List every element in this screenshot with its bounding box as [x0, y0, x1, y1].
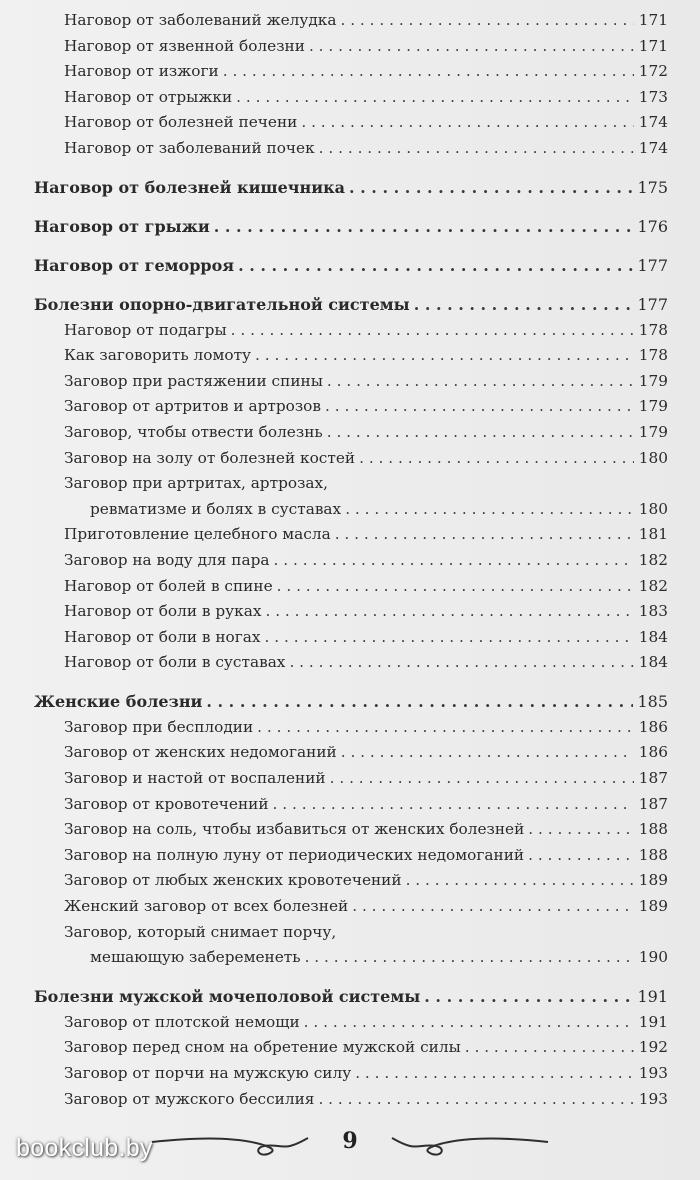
toc-entry-title: Женский заговор от всех болезней	[64, 897, 349, 916]
toc-entry	[34, 945, 668, 971]
toc-page-number: 178	[638, 346, 668, 365]
toc-entry-title: ревматизме и болях в суставах	[90, 499, 342, 518]
toc-page-number: 173	[638, 87, 668, 106]
toc-page-number: 186	[638, 743, 668, 762]
toc-entry-title: Заговор от порчи на мужскую силу	[64, 1064, 352, 1082]
toc-section-title: Женские болезни	[34, 691, 203, 711]
dot-leader	[231, 318, 634, 344]
dot-leader	[304, 1010, 634, 1036]
toc-page-number: 176	[637, 216, 668, 236]
toc-entry	[34, 574, 668, 600]
toc-entry-title: Наговор от болезней печени	[64, 113, 298, 132]
toc-entry-title: Заговор от мужского бессилия	[64, 1089, 315, 1108]
toc-entry	[34, 548, 668, 574]
toc-entry-title: Заговор от любых женских кровотечений	[64, 871, 402, 890]
toc-entry	[34, 110, 668, 136]
dot-leader	[424, 983, 633, 1010]
dot-leader	[257, 715, 634, 741]
toc-entry-title: Наговор от боли в ногах	[64, 627, 261, 646]
toc-entry	[34, 792, 668, 818]
toc-entry-title: Заговор на золу от болезней костей	[64, 448, 356, 467]
toc-page-number: 172	[638, 62, 668, 81]
toc-entry-title: Заговор от женских недомоганий	[64, 743, 337, 762]
toc-page-number: 179	[638, 422, 668, 441]
toc-page-number: 188	[638, 845, 668, 864]
toc-page-number: 175	[637, 177, 668, 197]
toc-entry	[34, 343, 668, 369]
toc-entry-title: Заговор от кровотечений	[64, 794, 269, 813]
dot-leader	[206, 688, 633, 715]
dot-leader	[214, 213, 634, 240]
toc-section-title: Наговор от болезней кишечника	[34, 177, 346, 197]
dot-leader	[327, 420, 634, 446]
toc-entry	[34, 625, 668, 651]
toc-entry-title: Наговор от боли в суставах	[64, 653, 286, 672]
toc-entry	[34, 715, 668, 741]
toc-entry-title: Наговор от изжоги	[64, 62, 219, 81]
toc-page-number: 192	[638, 1038, 668, 1057]
toc-entry-title: Наговор от заболеваний почек	[64, 138, 315, 157]
toc-page-number: 179	[638, 397, 668, 416]
dot-leader	[319, 136, 634, 162]
toc-entry-title: Заговор перед сном на обретение мужской силы	[64, 1038, 461, 1057]
toc-entry-title: Заговор при растяжении спины	[64, 371, 323, 390]
toc-page-number: 182	[638, 550, 668, 569]
toc-entry	[34, 740, 668, 766]
toc-section-heading	[34, 213, 668, 240]
dot-leader	[255, 343, 634, 369]
page-number: 9	[342, 1128, 358, 1154]
toc-section-title: Болезни опорно-двигательной системы	[34, 294, 410, 314]
dot-leader	[345, 497, 634, 523]
toc-section-heading	[34, 291, 668, 318]
dot-leader	[273, 792, 634, 818]
toc-page-number: 174	[638, 113, 668, 132]
toc-entry	[34, 34, 668, 60]
toc-entry	[34, 1087, 668, 1113]
toc-section-title: Болезни мужской мочеполовой системы	[34, 986, 421, 1006]
toc-page-number: 182	[638, 576, 668, 595]
dot-leader	[236, 85, 634, 111]
toc-entry-title: Как заговорить ломоту	[64, 346, 252, 365]
dot-leader	[406, 868, 634, 894]
toc-page-number: 187	[638, 769, 668, 788]
toc-page-number: 171	[638, 36, 668, 55]
toc-entry	[34, 894, 668, 920]
dot-leader	[289, 650, 634, 676]
toc-entry-title: Наговор от язвенной болезни	[64, 36, 305, 55]
toc-entry	[34, 497, 668, 523]
dot-leader	[414, 291, 634, 318]
toc-page-number: 189	[638, 897, 668, 916]
toc-entry	[34, 85, 668, 111]
dot-leader	[349, 174, 633, 201]
toc-section-heading	[34, 688, 668, 715]
toc-section-heading	[34, 983, 668, 1010]
dot-leader	[359, 446, 634, 472]
toc-page-number: 184	[638, 627, 668, 646]
toc-entry-title: Наговор от боли в руках	[64, 602, 262, 621]
toc-entry-title: Наговор от болей в спине	[64, 576, 273, 595]
toc-entry	[34, 766, 668, 792]
watermark: bookclub.by	[16, 1134, 153, 1162]
dot-leader	[265, 599, 634, 625]
toc-page-number: 179	[638, 371, 668, 390]
toc-entry	[34, 843, 668, 869]
toc-entry-title: Заговор на воду для пара	[64, 550, 270, 569]
toc-entry	[34, 1061, 668, 1087]
dot-leader	[355, 1061, 634, 1087]
toc-entry-title-line	[34, 471, 668, 497]
toc-entry-title: Заговор на полную луну от периодических недомоганий	[64, 845, 525, 864]
toc-entry-title: Приготовление целебного масла	[64, 525, 331, 544]
dot-leader	[305, 945, 634, 971]
toc-entry	[34, 369, 668, 395]
toc-entry-title: Наговор от отрыжки	[64, 87, 233, 106]
toc-entry-title: Наговор от подагры	[64, 320, 227, 339]
toc-page-number: 180	[638, 499, 668, 518]
toc-section-title: Наговор от грыжи	[34, 216, 210, 236]
toc-entry	[34, 650, 668, 676]
toc-entry-title: Заговор от артритов и артрозов	[64, 397, 321, 416]
toc-entry	[34, 522, 668, 548]
toc-page-number: 193	[638, 1089, 668, 1108]
toc-entry-title: Заговор и настой от воспалений	[64, 769, 326, 788]
toc-page-number: 190	[638, 948, 668, 967]
dot-leader	[528, 817, 634, 843]
dot-leader	[309, 34, 634, 60]
toc-entry-title: Наговор от заболеваний желудка	[64, 11, 337, 29]
dot-leader	[528, 843, 634, 869]
dot-leader	[301, 110, 634, 136]
toc-page-number: 177	[637, 255, 668, 275]
toc-page-number: 171	[638, 11, 668, 29]
dot-leader	[277, 574, 634, 600]
toc-page-number: 191	[638, 1012, 668, 1031]
dot-leader	[340, 8, 634, 34]
toc-entry	[34, 420, 668, 446]
toc-entry-title: мешающую забеременеть	[90, 948, 301, 967]
toc-page-number: 184	[638, 653, 668, 672]
toc-entry-title: Заговор от плотской немощи	[64, 1012, 300, 1031]
toc-entry	[34, 817, 668, 843]
toc-entry-title-line	[34, 920, 668, 946]
toc-entry	[34, 599, 668, 625]
toc-entry	[34, 59, 668, 85]
toc-entry-title: Заговор, который снимает порчу,	[64, 922, 337, 941]
toc-entry-title: Заговор, чтобы отвести болезнь	[64, 422, 323, 441]
toc-page-number: 180	[638, 448, 668, 467]
toc-page-number: 185	[637, 691, 668, 711]
toc-section-heading	[34, 252, 668, 279]
toc-entry	[34, 1010, 668, 1036]
toc-page-number: 186	[638, 717, 668, 736]
toc-entry-title: Заговор при бесплодии	[64, 717, 254, 736]
toc-page-number: 193	[638, 1064, 668, 1082]
toc-page-number: 191	[637, 986, 668, 1006]
toc-entry	[34, 8, 668, 34]
table-of-contents	[34, 8, 668, 1112]
toc-entry	[34, 394, 668, 420]
dot-leader	[330, 766, 634, 792]
toc-entry	[34, 318, 668, 344]
toc-page-number: 181	[638, 525, 668, 544]
toc-page-number: 188	[638, 820, 668, 839]
dot-leader	[265, 625, 634, 651]
toc-section-title: Наговор от геморроя	[34, 255, 235, 275]
toc-entry	[34, 446, 668, 472]
toc-page-number: 178	[638, 320, 668, 339]
toc-page-number: 177	[637, 294, 668, 314]
toc-page-number: 183	[638, 602, 668, 621]
dot-leader	[318, 1087, 634, 1113]
toc-section-heading	[34, 174, 668, 201]
toc-page-number: 174	[638, 138, 668, 157]
dot-leader	[238, 252, 633, 279]
toc-entry-title: Заговор на соль, чтобы избавиться от женских болезней	[64, 820, 525, 839]
toc-entry	[34, 136, 668, 162]
toc-entry	[34, 868, 668, 894]
dot-leader	[341, 740, 634, 766]
dot-leader	[352, 894, 634, 920]
toc-page-number: 189	[638, 871, 668, 890]
toc-page-number: 187	[638, 794, 668, 813]
dot-leader	[327, 369, 634, 395]
dot-leader	[274, 548, 634, 574]
dot-leader	[223, 59, 634, 85]
dot-leader	[335, 522, 634, 548]
dot-leader	[325, 394, 634, 420]
dot-leader	[465, 1035, 634, 1061]
toc-entry-title: Заговор при артритах, артрозах,	[64, 474, 329, 493]
toc-entry	[34, 1035, 668, 1061]
